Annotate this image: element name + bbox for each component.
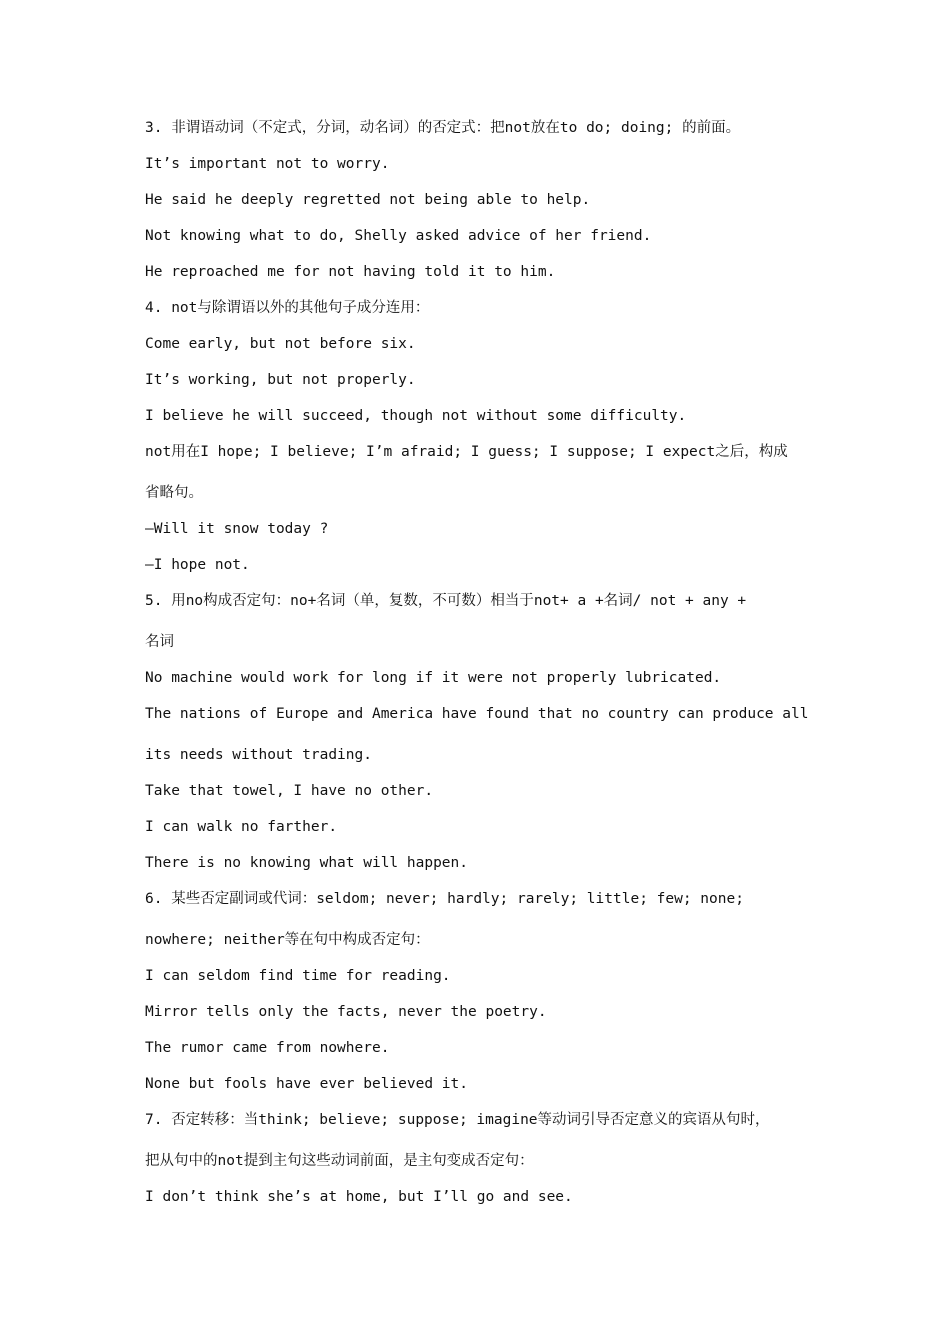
section-7-heading: 7. 否定转移：当think; believe; suppose; imagine等动词引导否定意义的宾语从句时， (145, 1112, 770, 1128)
example-sentence: He reproached me for not having told it to him. (145, 264, 556, 280)
dialogue-line: —Will it snow today ? (145, 521, 329, 537)
example-sentence: Come early, but not before six. (145, 336, 416, 352)
document-body (145, 118, 810, 1207)
example-sentence: Take that towel, I have no other. (145, 783, 434, 799)
section-3-heading: 3. 非谓语动词（不定式，分词，动名词）的否定式：把not放在to do; doing; 的前面。 (145, 120, 741, 136)
section-5-heading: 5. 用no构成否定句：no+名词（单，复数，不可数）相当于not+ a +名词/ not + any + (145, 593, 747, 609)
example-sentence: I can walk no farther. (145, 819, 338, 835)
example-sentence: Not knowing what to do, Shelly asked advice of her friend. (145, 228, 652, 244)
section-7-heading-continued: 把从句中的not提到主句这些动词前面，是主句变成否定句： (145, 1153, 534, 1169)
explanation-text: not用在I hope; I believe; I’m afraid; I guess; I suppose; I expect之后，构成 (145, 444, 788, 460)
example-sentence: He said he deeply regretted not being able to help. (145, 192, 591, 208)
section-6-heading-continued: nowhere; neither等在句中构成否定句： (145, 932, 430, 948)
section-5-heading-continued: 名词 (145, 634, 174, 650)
example-sentence: None but fools have ever believed it. (145, 1076, 469, 1092)
explanation-text-continued: 省略句。 (145, 485, 203, 501)
section-6-heading: 6. 某些否定副词或代词：seldom; never; hardly; rarely; little; few; none; (145, 891, 744, 907)
example-sentence: I can seldom find time for reading. (145, 968, 451, 984)
example-sentence: The nations of Europe and America have found that no country can produce all (145, 706, 809, 722)
example-sentence: It’s important not to worry. (145, 156, 390, 172)
section-4-heading: 4. not与除谓语以外的其他句子成分连用： (145, 300, 430, 316)
example-sentence: Mirror tells only the facts, never the poetry. (145, 1004, 547, 1020)
example-sentence-continued: its needs without trading. (145, 747, 372, 763)
example-sentence: There is no knowing what will happen. (145, 855, 469, 871)
dialogue-line: —I hope not. (145, 557, 250, 573)
example-sentence: No machine would work for long if it were not properly lubricated. (145, 670, 722, 686)
example-sentence: I don’t think she’s at home, but I’ll go and see. (145, 1189, 573, 1205)
example-sentence: The rumor came from nowhere. (145, 1040, 390, 1056)
example-sentence: I believe he will succeed, though not without some difficulty. (145, 408, 687, 424)
example-sentence: It’s working, but not properly. (145, 372, 416, 388)
